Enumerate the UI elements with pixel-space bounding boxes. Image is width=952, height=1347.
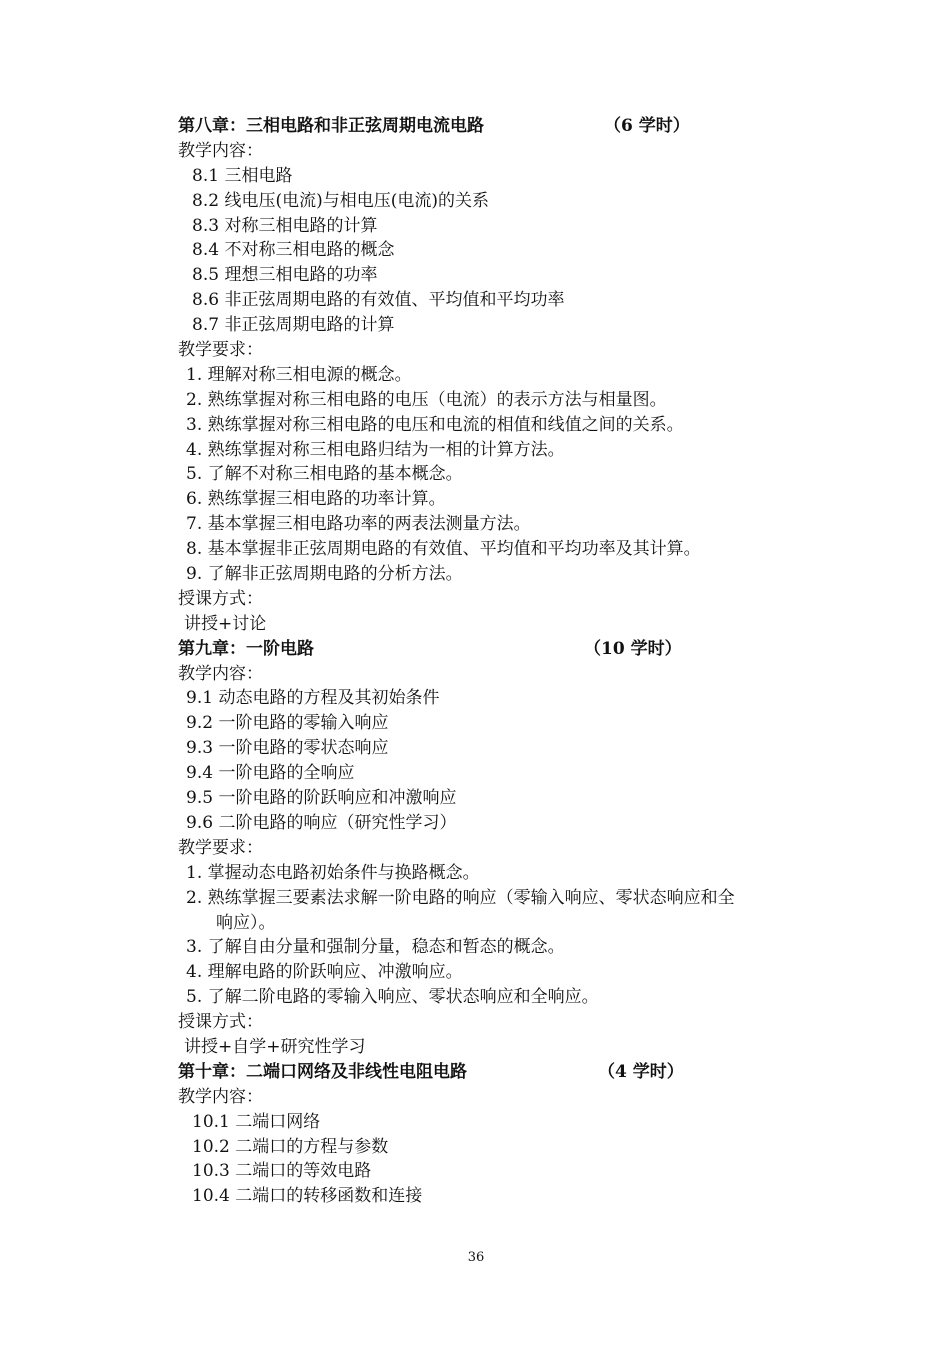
list-item: 7. 基本掌握三相电路功率的两表法测量方法。 bbox=[186, 514, 531, 535]
list-item: 8.2 线电压(电流)与相电压(电流)的关系 bbox=[192, 190, 489, 211]
chapter-10-hours: （4 学时） bbox=[598, 1061, 684, 1082]
chapter-8-content-label: 教学内容： bbox=[178, 140, 263, 161]
list-item: 8.5 理想三相电路的功率 bbox=[192, 265, 378, 286]
list-item: 8.1 三相电路 bbox=[192, 165, 293, 186]
list-item: 9.6 二阶电路的响应（研究性学习） bbox=[186, 812, 457, 833]
list-item: 9.2 一阶电路的零输入响应 bbox=[186, 713, 389, 734]
list-item: 5. 了解不对称三相电路的基本概念。 bbox=[186, 464, 463, 485]
chapter-9-title: 第九章：一阶电路 bbox=[178, 638, 314, 659]
list-item: 8.6 非正弦周期电路的有效值、平均值和平均功率 bbox=[192, 290, 565, 311]
list-item: 10.1 二端口网络 bbox=[192, 1111, 321, 1132]
chapter-8-method-label: 授课方式： bbox=[178, 588, 263, 609]
list-item: 6. 熟练掌握三相电路的功率计算。 bbox=[186, 489, 446, 510]
chapter-9-content-label: 教学内容： bbox=[178, 663, 263, 684]
list-item: 8.7 非正弦周期电路的计算 bbox=[192, 315, 395, 336]
chapter-9-method: 讲授+自学+研究性学习 bbox=[184, 1036, 366, 1057]
chapter-8-title: 第八章：三相电路和非正弦周期电流电路 bbox=[178, 116, 484, 136]
chapter-10-title: 第十章：二端口网络及非线性电阻电路 bbox=[178, 1061, 467, 1082]
list-item: 10.2 二端口的方程与参数 bbox=[192, 1136, 389, 1157]
page-number: 36 bbox=[467, 1250, 485, 1265]
list-item: 3. 了解自由分量和强制分量，稳态和暂态的概念。 bbox=[186, 937, 565, 958]
list-item: 5. 了解二阶电路的零输入响应、零状态响应和全响应。 bbox=[186, 987, 599, 1008]
chapter-8-method: 讲授+讨论 bbox=[184, 613, 267, 634]
list-item-continuation: 响应）。 bbox=[216, 912, 276, 933]
chapter-9-heading bbox=[178, 637, 858, 662]
list-item: 4. 熟练掌握对称三相电路归结为一相的计算方法。 bbox=[186, 439, 565, 460]
list-item: 8.3 对称三相电路的计算 bbox=[192, 215, 378, 236]
list-item: 2. 熟练掌握对称三相电路的电压（电流）的表示方法与相量图。 bbox=[186, 389, 667, 410]
chapter-8-hours: （6 学时） bbox=[604, 116, 690, 136]
list-item: 9.4 一阶电路的全响应 bbox=[186, 763, 355, 784]
document-body bbox=[178, 114, 858, 1209]
list-item: 9.1 动态电路的方程及其初始条件 bbox=[186, 688, 440, 709]
list-item: 10.4 二端口的转移函数和连接 bbox=[192, 1186, 423, 1207]
chapter-10-content-label: 教学内容： bbox=[178, 1086, 263, 1107]
chapter-8-heading bbox=[178, 114, 858, 139]
list-item: 9.3 一阶电路的零状态响应 bbox=[186, 738, 389, 759]
list-item: 3. 熟练掌握对称三相电路的电压和电流的相值和线值之间的关系。 bbox=[186, 414, 684, 435]
chapter-9-method-label: 授课方式： bbox=[178, 1012, 263, 1033]
list-item: 1. 理解对称三相电源的概念。 bbox=[186, 364, 412, 385]
list-item: 8. 基本掌握非正弦周期电路的有效值、平均值和平均功率及其计算。 bbox=[186, 539, 701, 560]
list-item: 1. 掌握动态电路初始条件与换路概念。 bbox=[186, 862, 480, 883]
list-item: 2. 熟练掌握三要素法求解一阶电路的响应（零输入响应、零状态响应和全 bbox=[186, 887, 735, 908]
list-item: 9. 了解非正弦周期电路的分析方法。 bbox=[186, 564, 463, 585]
list-item: 8.4 不对称三相电路的概念 bbox=[192, 240, 395, 261]
chapter-9-req-label: 教学要求： bbox=[178, 837, 263, 858]
list-item: 9.5 一阶电路的阶跃响应和冲激响应 bbox=[186, 788, 457, 809]
list-item: 10.3 二端口的等效电路 bbox=[192, 1161, 372, 1182]
chapter-8-req-label: 教学要求： bbox=[178, 340, 263, 361]
list-item: 4. 理解电路的阶跃响应、冲激响应。 bbox=[186, 962, 463, 983]
chapter-10-heading bbox=[178, 1060, 858, 1085]
chapter-9-hours: （10 学时） bbox=[584, 638, 682, 659]
